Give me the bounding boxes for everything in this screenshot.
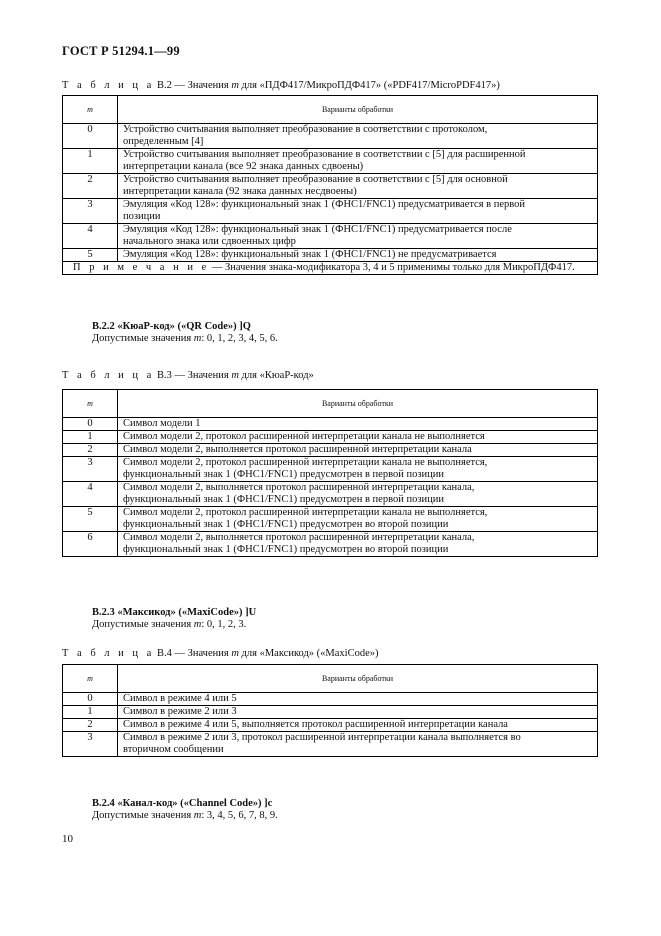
cell-m-value: 4 xyxy=(63,224,118,249)
description-line: Символ модели 2, выполняется протокол расширенной интерпретации канала xyxy=(123,444,472,455)
description-line: Символ модели 2, протокол расширенной интерпретации канала не выполняется xyxy=(123,431,485,442)
cell-description xyxy=(118,224,598,249)
description-line: Эмуляция «Код 128»: функциональный знак 1 (ФНС1/FNC1) предусматривается в первой xyxy=(123,199,526,210)
table-row xyxy=(63,199,598,224)
cell-m-value: 5 xyxy=(63,507,118,532)
cell-description xyxy=(118,418,598,431)
section-b22 xyxy=(92,321,278,345)
cell-m-value: 0 xyxy=(63,418,118,431)
cell-m-value: 2 xyxy=(63,444,118,457)
section-heading: В.2.4 «Канал-код» («Channel Code») ]c xyxy=(92,798,273,809)
cell-description xyxy=(118,149,598,174)
cell-description xyxy=(118,719,598,732)
section-b23 xyxy=(92,607,256,631)
cell-m-value: 3 xyxy=(63,457,118,482)
table-row xyxy=(63,732,598,757)
description-line: Символ в режиме 4 или 5, выполняется протокол расширенной интерпретации канала xyxy=(123,719,508,730)
description-line: Символ модели 2, протокол расширенной интерпретации канала не выполняется, xyxy=(123,457,488,468)
table-b4-caption: Т а б л и ц а В.4 — Значения m для «Максикод» («MaxiCode») xyxy=(62,648,379,659)
cell-description xyxy=(118,124,598,149)
table-row xyxy=(63,224,598,249)
cell-m-value: 5 xyxy=(63,249,118,262)
section-heading: В.2.3 «Максикод» («MaxiCode») ]U xyxy=(92,607,257,618)
column-header-m: m xyxy=(63,665,118,693)
table-row xyxy=(63,457,598,482)
table-row xyxy=(63,532,598,557)
cell-description xyxy=(118,457,598,482)
description-line: функциональный знак 1 (ФНС1/FNC1) предусмотрен в первой позиции xyxy=(123,469,444,480)
description-line: позиции xyxy=(123,211,161,222)
description-line: Символ модели 2, выполняется протокол расширенной интерпретации канала, xyxy=(123,482,475,493)
table-row xyxy=(63,249,598,262)
table-row xyxy=(63,719,598,732)
description-line: Символ модели 2, протокол расширенной интерпретации канала не выполняется, xyxy=(123,507,488,518)
column-header-options: Варианты обработки xyxy=(118,665,598,693)
description-line: Символ в режиме 2 или 3, протокол расширенной интерпретации канала выполняется во xyxy=(123,732,521,743)
cell-m-value: 2 xyxy=(63,174,118,199)
cell-description xyxy=(118,444,598,457)
table-b2 xyxy=(62,95,598,275)
cell-m-value: 6 xyxy=(63,532,118,557)
column-header-m: m xyxy=(63,96,118,124)
description-line: начального знака или сдвоенных цифр xyxy=(123,236,296,247)
table-b3-caption: Т а б л и ц а В.3 — Значения m для «КюаР-код» xyxy=(62,370,314,381)
page-number: 10 xyxy=(62,833,73,845)
column-header-m: m xyxy=(63,390,118,418)
description-line: интерпретации канала (92 знака данных несдвоены) xyxy=(123,186,357,197)
description-line: Эмуляция «Код 128»: функциональный знак 1 (ФНС1/FNC1) не предусматривается xyxy=(123,249,497,260)
table-row xyxy=(63,507,598,532)
table-row xyxy=(63,418,598,431)
description-line: определенным [4] xyxy=(123,136,204,147)
description-line: Символ в режиме 4 или 5 xyxy=(123,693,237,704)
section-text: Допустимые значения m: 0, 1, 2, 3, 4, 5, 6. xyxy=(92,333,278,344)
table-row xyxy=(63,444,598,457)
cell-m-value: 0 xyxy=(63,693,118,706)
cell-description xyxy=(118,249,598,262)
table-row xyxy=(63,174,598,199)
cell-m-value: 2 xyxy=(63,719,118,732)
cell-m-value: 3 xyxy=(63,732,118,757)
description-line: Символ модели 2, выполняется протокол расширенной интерпретации канала, xyxy=(123,532,475,543)
description-line: функциональный знак 1 (ФНС1/FNC1) предусмотрен во второй позиции xyxy=(123,519,449,530)
description-line: Символ модели 1 xyxy=(123,418,201,429)
cell-m-value: 0 xyxy=(63,124,118,149)
column-header-options: Варианты обработки xyxy=(118,390,598,418)
section-heading: В.2.2 «КюаР-код» («QR Code») ]Q xyxy=(92,321,251,332)
column-header-options: Варианты обработки xyxy=(118,96,598,124)
cell-description xyxy=(118,732,598,757)
cell-description xyxy=(118,693,598,706)
cell-description xyxy=(118,706,598,719)
description-line: функциональный знак 1 (ФНС1/FNC1) предусмотрен во второй позиции xyxy=(123,544,449,555)
description-line: интерпретации канала (все 92 знака данных сдвоены) xyxy=(123,161,364,172)
description-line: функциональный знак 1 (ФНС1/FNC1) предусмотрен в первой позиции xyxy=(123,494,444,505)
cell-description xyxy=(118,199,598,224)
description-line: Символ в режиме 2 или 3 xyxy=(123,706,237,717)
description-line: вторичном сообщении xyxy=(123,744,224,755)
table-b4 xyxy=(62,664,598,757)
table-row xyxy=(63,149,598,174)
cell-m-value: 1 xyxy=(63,149,118,174)
table-row xyxy=(63,482,598,507)
cell-description xyxy=(118,431,598,444)
table-row xyxy=(63,706,598,719)
table-b2-caption: Т а б л и ц а В.2 — Значения m для «ПДФ417/МикроПДФ417» («PDF417/MicroPDF417») xyxy=(62,80,500,91)
cell-m-value: 3 xyxy=(63,199,118,224)
cell-m-value: 4 xyxy=(63,482,118,507)
description-line: Устройство считывания выполняет преобразование в соответствии с [5] для расширенной xyxy=(123,149,526,160)
section-text: Допустимые значения m: 0, 1, 2, 3. xyxy=(92,619,247,630)
cell-description xyxy=(118,482,598,507)
cell-description xyxy=(118,507,598,532)
description-line: Эмуляция «Код 128»: функциональный знак 1 (ФНС1/FNC1) предусматривается после xyxy=(123,224,512,235)
table-row xyxy=(63,693,598,706)
document-header: ГОСТ Р 51294.1—99 xyxy=(62,44,180,58)
cell-m-value: 1 xyxy=(63,706,118,719)
section-b24 xyxy=(92,798,278,822)
cell-m-value: 1 xyxy=(63,431,118,444)
table-b3 xyxy=(62,389,598,557)
description-line: Устройство считывания выполняет преобразование в соответствии с [5] для основной xyxy=(123,174,508,185)
description-line: Устройство считывания выполняет преобразование в соответствии с протоколом, xyxy=(123,124,488,135)
table-prefix: Т а б л и ц а xyxy=(62,80,155,91)
table-row xyxy=(63,431,598,444)
table-row xyxy=(63,124,598,149)
section-text: Допустимые значения m: 3, 4, 5, 6, 7, 8, 9. xyxy=(92,810,278,821)
cell-description xyxy=(118,532,598,557)
table-note: П р и м е ч а н и е — Значения знака-модификатора 3, 4 и 5 применимы только для МикроПДФ417. xyxy=(63,262,598,275)
cell-description xyxy=(118,174,598,199)
